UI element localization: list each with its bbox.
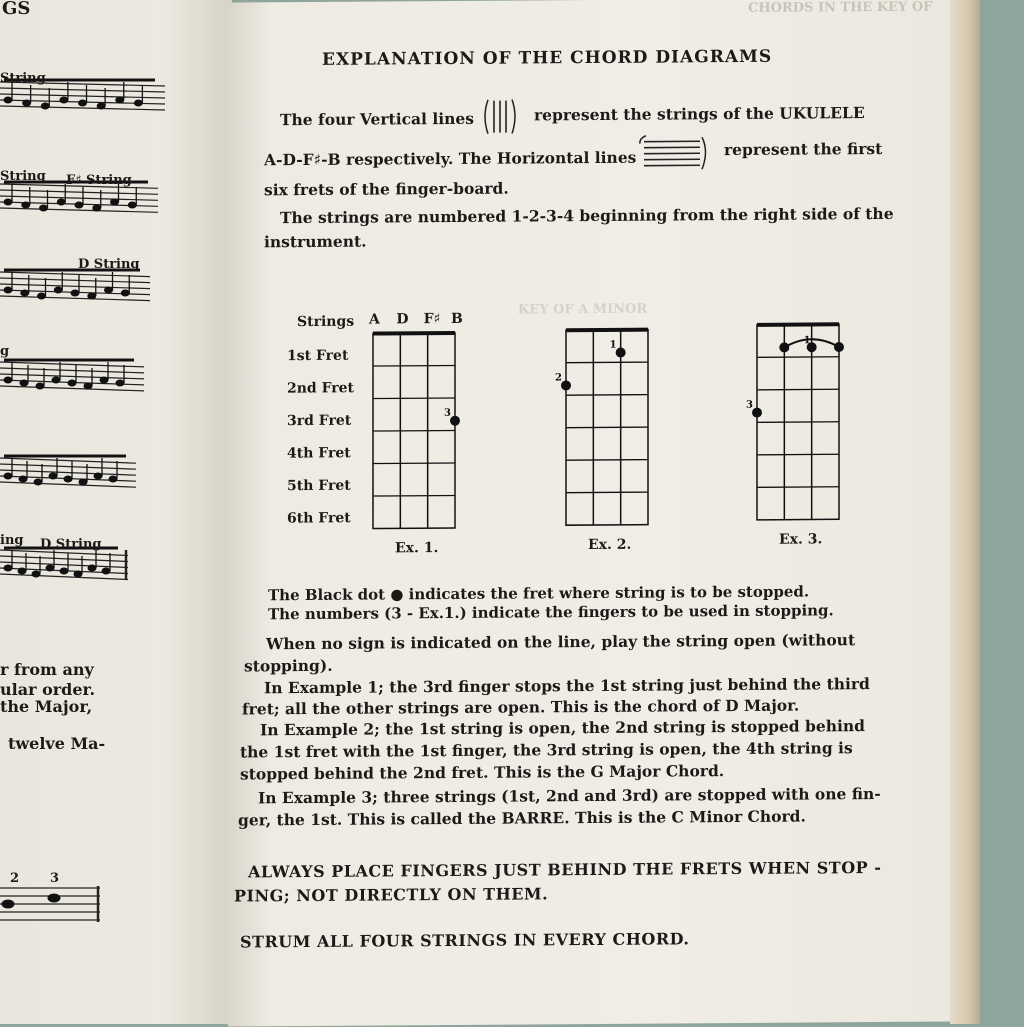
page-title: EXPLANATION OF THE CHORD DIAGRAMS — [322, 47, 772, 70]
fret-label: 6th Fret — [287, 510, 351, 526]
staff-label: String — [0, 169, 46, 184]
left-page — [0, 0, 232, 1024]
body-line: stopping). — [244, 656, 333, 676]
horizontal-lines-icon — [638, 133, 710, 172]
string-name: F♯ — [424, 311, 441, 327]
staff-label: g — [0, 344, 9, 359]
finger-number: 3 — [746, 400, 753, 411]
caps-line1: ALWAYS PLACE FINGERS JUST BEHIND THE FRETS WHEN STOP - — [248, 858, 881, 881]
finger-dot — [616, 348, 626, 358]
fret-label: 1st Fret — [287, 348, 349, 364]
staff-label: F♯ String — [66, 173, 132, 188]
faint-header-top: CHORDS IN THE KEY OF — [748, 0, 932, 16]
intro-line1a: The four Vertical lines — [280, 109, 474, 129]
finger-dot — [450, 416, 460, 426]
body-line: In Example 2; the 1st string is open, the 2nd string is stopped behind — [260, 716, 865, 739]
left-page-header: GS — [2, 0, 30, 19]
body-line: the 1st fret with the 1st finger, the 3rd string is open, the 4th string is — [240, 738, 853, 761]
body-line: In Example 1; the 3rd finger stops the 1st string just behind the third — [264, 674, 870, 697]
finger-dot — [834, 342, 844, 352]
finger-dot — [561, 380, 571, 390]
left-fragment-1: r from any — [0, 660, 94, 679]
fret-label: 4th Fret — [287, 445, 351, 461]
string-name: A — [368, 311, 381, 327]
intro-line4: The strings are numbered 1-2-3-4 beginning from the right side of the — [280, 204, 894, 227]
finger-number: 1 — [804, 335, 811, 346]
example-label: Ex. 3. — [779, 531, 822, 547]
staff-label: ing — [0, 533, 23, 548]
finger-number: 2 — [555, 372, 562, 383]
legend-line2: The numbers (3 - Ex.1.) indicate the fingers to be used in stopping. — [268, 601, 834, 623]
intro-line5: instrument. — [264, 232, 367, 252]
fret-label: 3rd Fret — [287, 413, 352, 429]
finger-number: 1 — [610, 340, 617, 351]
staff-label: String — [0, 71, 46, 86]
body-line: When no sign is indicated on the line, play the string open (without — [266, 630, 855, 653]
caps-line3: STRUM ALL FOUR STRINGS IN EVERY CHORD. — [240, 929, 690, 951]
intro-line1b: represent the strings of the UKULELE — [534, 103, 865, 124]
left-fragment-4: twelve Ma- — [8, 734, 105, 753]
finger-dot — [752, 408, 762, 418]
string-name: B — [451, 311, 463, 327]
finger-number: 3 — [444, 408, 451, 419]
fret-label: 2nd Fret — [287, 380, 355, 396]
intro-line2b: represent the first — [724, 139, 882, 159]
intro-line3: six frets of the finger-board. — [264, 179, 509, 200]
right-page — [228, 0, 958, 1027]
caps-line2: PING; NOT DIRECTLY ON THEM. — [234, 884, 548, 905]
vertical-lines-icon — [480, 96, 522, 136]
page-edge — [950, 0, 980, 1024]
example-label: Ex. 1. — [395, 540, 438, 556]
fret-label: 5th Fret — [287, 478, 351, 494]
body-line: In Example 3; three strings (1st, 2nd and 3rd) are stopped with one fin- — [258, 784, 881, 807]
left-fragment-3: the Major, — [0, 697, 92, 716]
finger-dot — [779, 342, 789, 352]
body-line: stopped behind the 2nd fret. This is the G Major Chord. — [240, 761, 724, 783]
body-line: fret; all the other strings are open. This is the chord of D Major. — [242, 696, 799, 719]
string-name: D — [396, 311, 408, 327]
measure-number: 2 — [10, 871, 19, 886]
measure-number: 3 — [50, 871, 59, 886]
staff-label: D String — [78, 257, 140, 272]
strings-label: Strings — [297, 314, 354, 330]
faint-header-middle: KEY OF A MINOR — [518, 302, 647, 318]
legend-line1: The Black dot ● indicates the fret where string is to be stopped. — [268, 582, 809, 604]
body-line: ger, the 1st. This is called the BARRE. This is the C Minor Chord. — [238, 807, 806, 830]
staff-label: D String — [40, 537, 102, 552]
music-staves — [0, 0, 232, 1024]
example-label: Ex. 2. — [588, 537, 631, 553]
intro-line2a: A-D-F♯-B respectively. The Horizontal lines — [264, 148, 636, 170]
chord-diagrams — [228, 293, 958, 618]
left-fragment-2: ular order. — [0, 680, 95, 699]
